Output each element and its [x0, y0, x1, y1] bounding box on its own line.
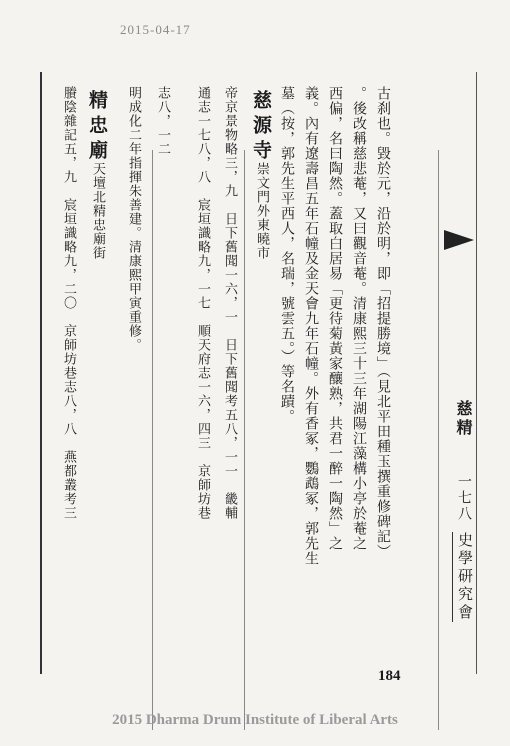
text-column-2: 。後改稱慈悲菴，又曰觀音菴。清康熙三十三年湖陽江藻構小亭於菴之 [351, 86, 367, 551]
entry-refs-ciyuan-2: 通志一七八，八 宸垣識略九，一七 順天府志一六，四三 京師坊巷 [195, 86, 210, 520]
text-column-4: 義。內有遼壽昌五年石幢及金天會九年石幢。外有香冢，鸚鵡冢，郭先生 [303, 86, 319, 566]
entry-refs-ciyuan-3: 志八，一二 [155, 86, 170, 156]
side-section-title: 慈精 [454, 400, 473, 438]
section-rule [152, 150, 153, 730]
entry-title-ciyuan: 慈源寺 [250, 90, 272, 165]
entry-title-jingzhong: 精忠廟 [86, 90, 108, 165]
text-column-3: 西偏，名曰陶然。蓋取白居易「更待菊黃家釀熟，共君一醉一陶然」之 [327, 86, 343, 551]
section-rule [244, 150, 245, 730]
entry-location-jingzhong: 天壇北精忠廟街 [90, 162, 105, 260]
side-journal-name: 史學研究會 [452, 532, 476, 622]
page-number: 184 [378, 668, 401, 684]
page-rule [438, 150, 439, 730]
text-column-5: 墓（按，郭先生平西人，名瑞，號雲五。）等名蹟。 [279, 86, 295, 424]
text-column-1: 古刹也。毀於元，沿於明，即「招提勝境」（見北平田種玉撰重修碑記） [375, 86, 391, 559]
date-stamp: 2015-04-17 [120, 22, 191, 37]
entry-note-ciyuan: 明成化二年指揮朱善建。清康熙甲寅重修。 [126, 86, 141, 352]
entry-refs-ciyuan-1: 帝京景物略三，九 日下舊聞一六，一 日下舊聞考五八，一一 畿輔 [222, 86, 237, 520]
entry-refs-jingzhong: 賸陰雜記五，九 宸垣識略九，二〇 京師坊巷志八，八 燕都叢考三 [61, 86, 76, 520]
watermark: 2015 Dharma Drum Institute of Liberal Arts [112, 712, 398, 728]
page-tab-marker [444, 230, 474, 250]
side-page-number: 一七八 [456, 474, 472, 522]
entry-location-ciyuan: 崇文門外東曉市 [254, 162, 269, 260]
